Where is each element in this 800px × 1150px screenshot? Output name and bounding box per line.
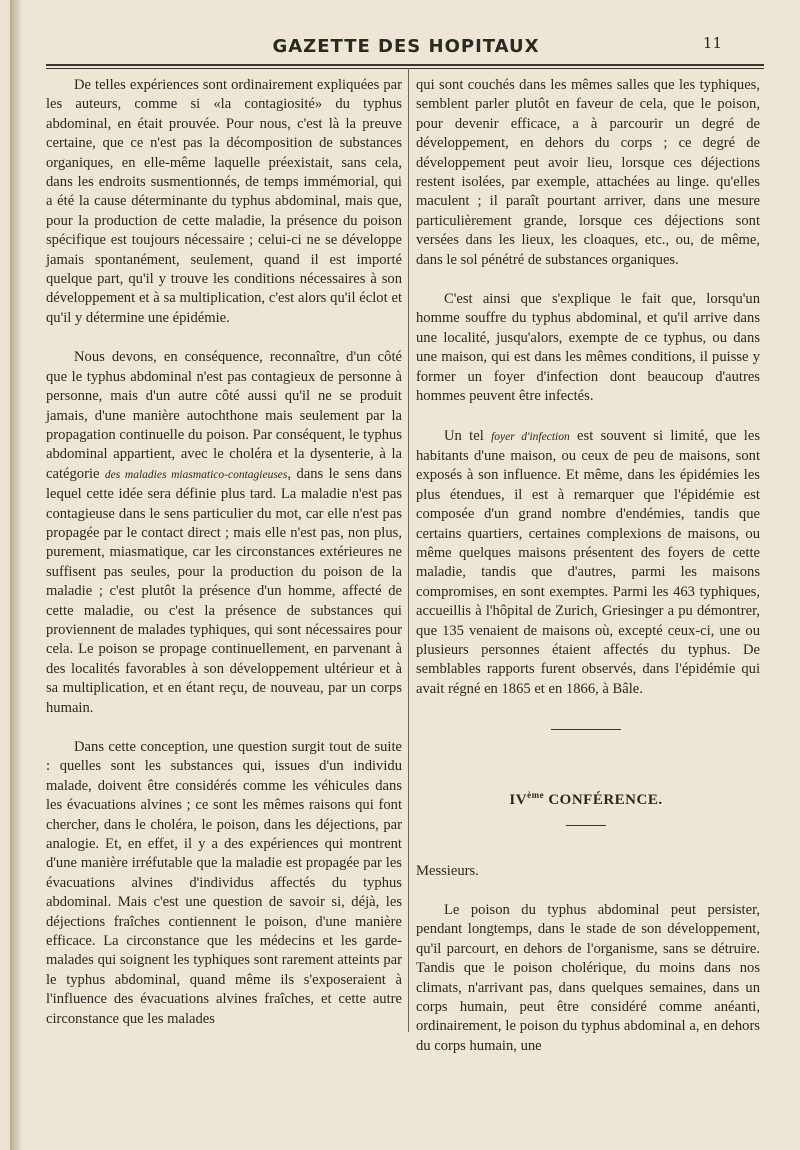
section-rule [551,729,621,730]
text-run: , dans le sens dans lequel cette idée sera définie plus tard. La maladie n'est pas contagieuse dans le sens particulier du mot, car elle n'est pas propagée par le contact direct ; mais elle n'est pas, non plus, purement, miasmatique, car les circonstances extérieures ne suffisent pas seules, pour la production du poison de la maladie ; c'est plutôt la présence d'un homme, affecté de cette maladie, ou c'est la présence de substances qui proviennent de malades typhiques, qui sont nécessaires pour cela. Le poison se propage continuellement, en parvenant à des localités favorables à son développement ultérieur et à sa multiplication, et en étant reçu, de nouveau, par un corps humain. [46,465,402,716]
heading-number: IV [509,792,528,809]
salutation: Messieurs. [416,862,479,879]
page [10,0,800,1150]
page-binding-shadow [10,0,22,1150]
italic-term: foyer d'infection [491,430,570,443]
section-rule [566,825,606,826]
paragraph [412,427,760,700]
paragraph: qui sont couchés dans les mêmes salles que les typhiques, semblent parler plutôt en faveur de cela, que le poison, pour devenir efficace, a à parcourir un degré de développement, en dehors du corps ; ce degré de développement peut avoir lieu, lorsque ces déjections restent isolées, par exemple, attachées au linge. qu'elles maculent ; il paraît pourtant arriver, dans une mesure particulièrement grande, lorsque ces déjections sont versées dans les lieux, les cloaques, etc., ou, de même, dans le sol pénétré de substances organiques. [416,77,760,268]
journal-title: GAZETTE DES HOPITAUX [272,36,540,57]
text-run: Un tel [444,427,492,444]
paragraph: De telles expériences sont ordinairement expliquées par les auteurs, comme si «la contagiosité» du typhus abdominal, en était prouvée. Pour nous, c'est là la preuve certaine, que ce n'est pas la décomposition de substances organiques, en elle-même laquelle préexistait, sans cela, dans les endroits susmentionnés, de temps immémorial, qui a été la cause déterminante du typhus abdominal, mais que, pour la production de cette maladie, la présence du poison spécifique est toujours nécessaire ; celui-ci ne se développe jamais spontanément, seulement, quand il est importé quelque part, qu'il y trouve les conditions nécessaires à son développement et à sa multiplication, c'est alors qu'il éclot et qu'il y détermine une épidémie. [46,77,402,326]
running-header [46,30,766,62]
paragraph: C'est ainsi que s'explique le fait que, lorsqu'un homme souffre du typhus abdominal, et qu'il arrive dans une localité, jusqu'alors, exempte de ce typhus, ou dans une maison, qui est dans les mêmes conditions, il puisse y former un foyer d'infection dont beaucoup d'autres hommes peuvent être infectés. [416,291,760,405]
header-rule [46,64,764,69]
page-number: 11 [702,34,722,52]
section-heading [412,786,760,810]
italic-term: des maladies miasmatico-contagieuses [104,468,288,481]
left-column [46,76,408,1049]
heading-word: CONFÉRENCE. [544,792,663,809]
paragraph: Le poison du typhus abdominal peut persister, pendant longtemps, dans le stade de son développement, qu'il parcourt, en dehors de l'organisme, sans se détruire. Tandis que le poison cholérique, du moins dans nos climats, n'arrivant pas, dans quelques semaines, dans un corps humain, peut être considéré comme anéanti, ordinairement, le poison du typhus abdominal a, en dehors du corps humain, une [416,902,760,1054]
paragraph: Dans cette conception, une question surgit tout de suite : quelles sont les substances qui, issues d'un individu malade, doivent être considérés comme les véhicules dans les évacuations alvines ; ce sont les mêmes raisons qui font chercher, dans le choléra, le poison, dans les déjections, par analogie. Et, en effet, il y a des expériences qui montrent d'une manière irréfutable que la maladie est propagée par les évacuations alvines d'individus affectés du typhus abdominal. Mais c'est une question de savoir si, déjà, les déjections fraîches contiennent le poison, d'une manière efficace. La circonstance que les médecins et les garde-malades qui soignent les typhiques sont rarement atteints par le typhus abdominal, quand même ils s'exposeraient à l'influence des évacuations alvines fraîches, et cette autre circonstance que les malades [46,739,402,1027]
right-column [412,76,760,1076]
paragraph [46,348,408,718]
heading-superscript: ème [527,790,545,801]
text-run: Nous devons, en conséquence, reconnaître, d'un côté que le typhus abdominal n'est pas contagieux de personne à personne, mais d'un autre côté aussi qu'il ne se produit jamais, d'une manière autochthone mais seulement par la propagation continuelle du poison. Par conséquent, le typhus abdominal appartient, avec le choléra et la dysenterie, à la catégorie [46,349,402,482]
text-run: est souvent si limité, que les habitants d'une maison, ou ceux de peu de maisons, sont exposés à son influence. Et même, dans les épidémies les plus étendues, il est à remarquer que l'épidémie est composée d'un grand nombre d'endémies, tandis que certains quartiers, certaines complexions de maisons, ou même quelques maisons présentent des foyers de cette maladie, tandis que d'autres, parmi les maisons compromises, en sont exemptes. Parmi les 463 typhiques, accueillis à l'hôpital de Zurich, Griesinger a pu démontrer, que 135 venaient de maisons où, excepté ceux-ci, une ou plusieurs personnes étaient affectés du typhus. De semblables rapports furent observés, dans l'épidémie qui avait régné en 1865 et en 1866, à Bâle. [416,427,760,697]
column-separator [408,68,409,1032]
